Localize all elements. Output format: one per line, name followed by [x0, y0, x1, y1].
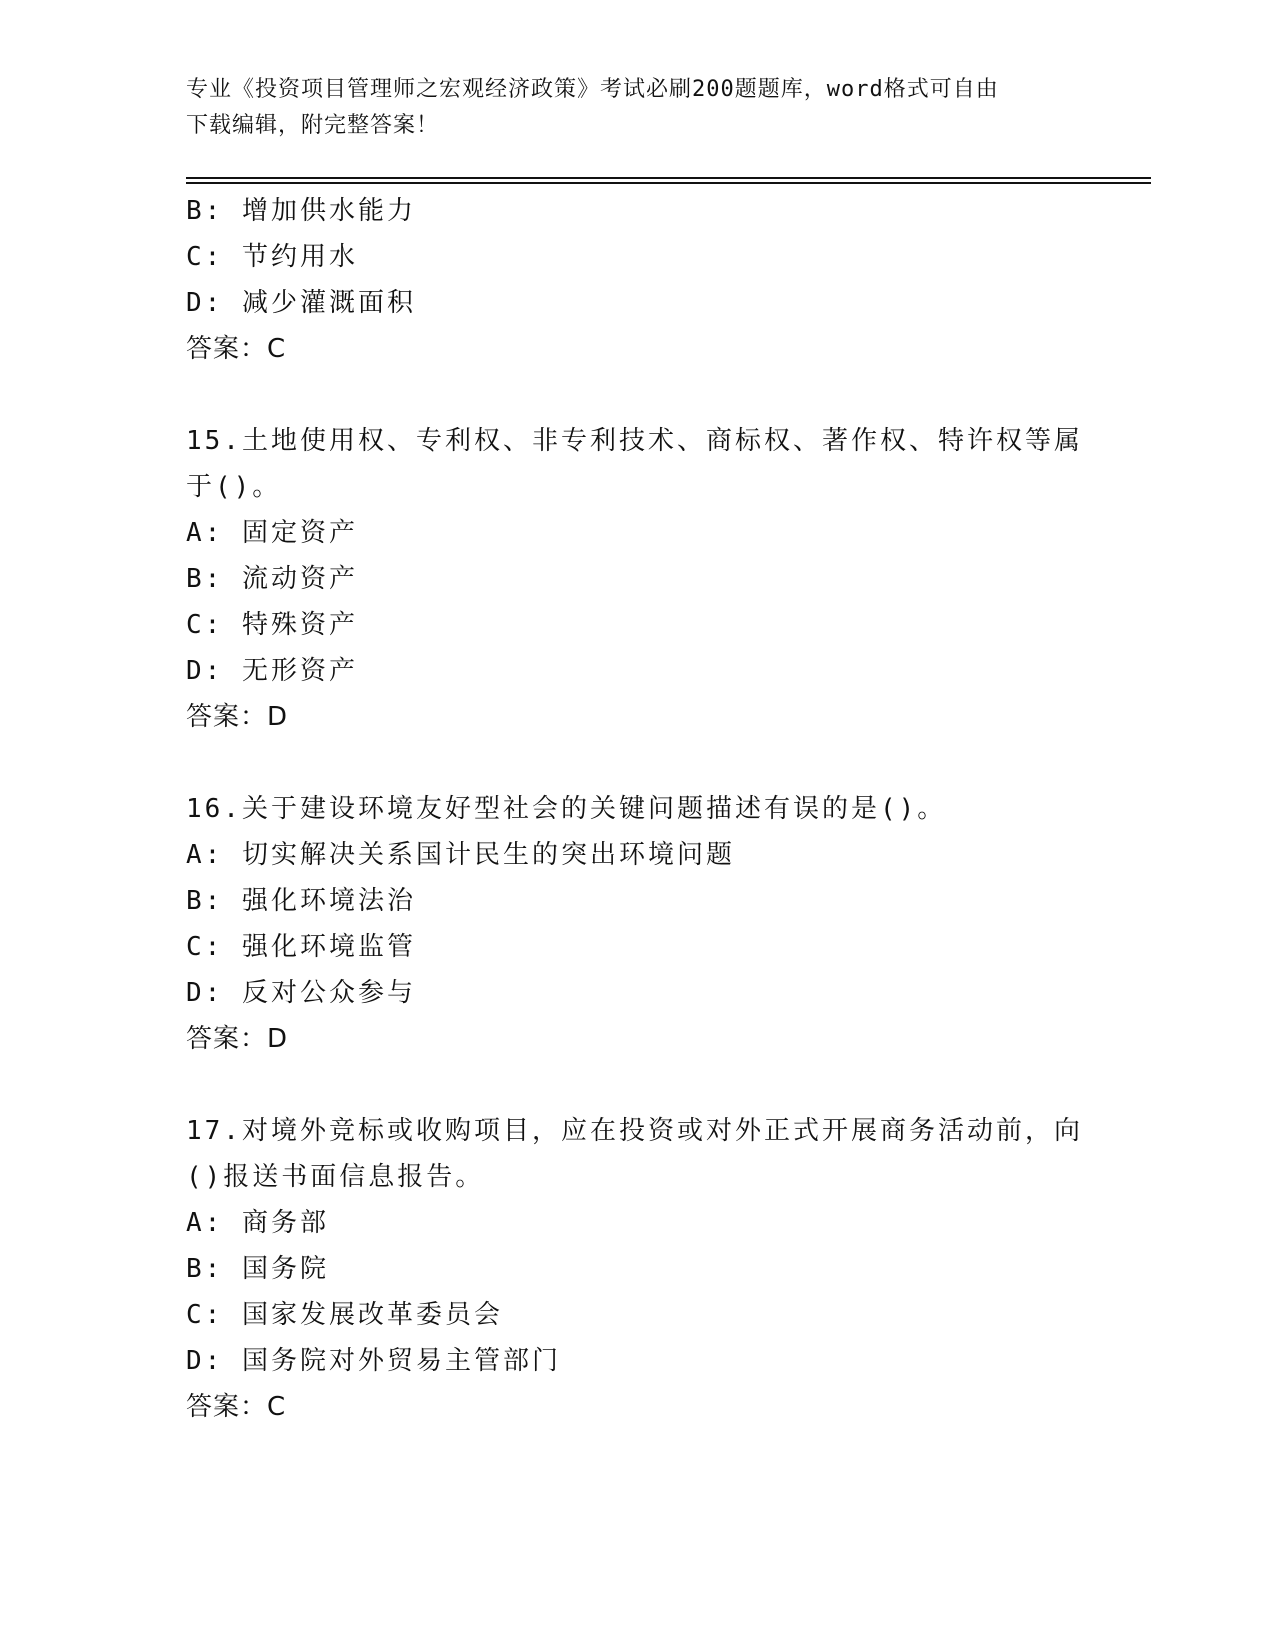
option-d: D: 减少灌溉面积: [186, 288, 416, 318]
option-b: B: 强化环境法治: [186, 886, 416, 916]
header-line-1: 专业《投资项目管理师之宏观经济政策》考试必刷200题题库，word格式可自由: [186, 77, 999, 102]
option-c: C: 节约用水: [186, 242, 358, 272]
document-header: [186, 72, 1086, 144]
document-body: [186, 188, 1086, 1430]
header-divider-top: [186, 177, 1151, 179]
previous-question: [186, 188, 1086, 372]
answer: 答案：C: [186, 334, 287, 364]
option-b: B: 增加供水能力: [186, 196, 416, 226]
answer: 答案：C: [186, 1392, 287, 1422]
question-17: [186, 1108, 1086, 1430]
spacer: [186, 1062, 1086, 1108]
option-c: C: 特殊资产: [186, 610, 358, 640]
option-d: D: 反对公众参与: [186, 978, 416, 1008]
question-15: [186, 418, 1086, 740]
option-c: C: 国家发展改革委员会: [186, 1300, 503, 1330]
option-a: A: 固定资产: [186, 518, 358, 548]
header-line-2: 下载编辑，附完整答案！: [186, 113, 440, 138]
option-b: B: 流动资产: [186, 564, 358, 594]
option-d: D: 无形资产: [186, 656, 358, 686]
option-d: D: 国务院对外贸易主管部门: [186, 1346, 561, 1376]
question-text-line-1: 16.关于建设环境友好型社会的关键问题描述有误的是()。: [186, 794, 947, 824]
header-divider-bottom: [186, 182, 1151, 184]
question-text-line-1: 15.土地使用权、专利权、非专利技术、商标权、著作权、特许权等属: [186, 426, 1083, 456]
spacer: [186, 740, 1086, 786]
spacer: [186, 372, 1086, 418]
option-c: C: 强化环境监管: [186, 932, 416, 962]
option-b: B: 国务院: [186, 1254, 329, 1284]
option-a: A: 切实解决关系国计民生的突出环境问题: [186, 840, 735, 870]
answer: 答案：D: [186, 1024, 289, 1054]
question-16: [186, 786, 1086, 1062]
question-text-line-2: ()报送书面信息报告。: [186, 1162, 485, 1192]
option-a: A: 商务部: [186, 1208, 329, 1238]
answer: 答案：D: [186, 702, 289, 732]
question-text-line-1: 17.对境外竞标或收购项目，应在投资或对外正式开展商务活动前，向: [186, 1116, 1083, 1146]
question-text-line-2: 于()。: [186, 472, 282, 502]
